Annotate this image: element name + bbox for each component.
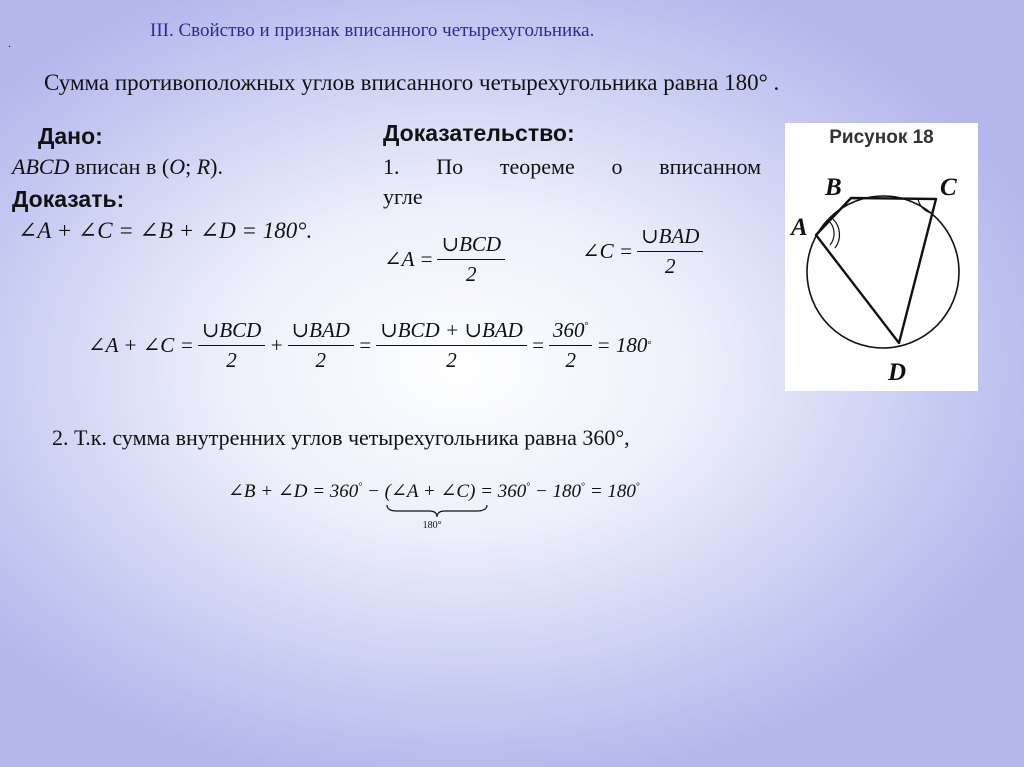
sum-plus: + (269, 333, 284, 357)
label-c: C (940, 174, 957, 201)
sum-eq-1: = (357, 333, 373, 357)
angle-a-formula (384, 232, 509, 287)
sum-fraction-3 (376, 318, 527, 373)
sum-result-deg: ° (647, 340, 652, 351)
sum-f4-num: 360 (552, 318, 585, 342)
sum-f4-den: 2 (565, 348, 576, 372)
angle-c-num: ∪BAD (637, 224, 703, 252)
sum-lhs: ∠A + ∠C = (88, 333, 194, 357)
sum-f1-den: 2 (226, 348, 237, 372)
angle-a-arc-1 (829, 221, 834, 245)
f2-rest-1: = 360 (475, 481, 527, 502)
label-d: D (888, 359, 907, 386)
sum-fraction-1 (198, 318, 266, 373)
given-sep: ; (185, 154, 197, 179)
prove-heading: Доказать: (12, 186, 125, 212)
f2-brace-label: 180° (422, 520, 442, 531)
label-b: B (825, 174, 842, 201)
sum-f3-num: ∪BCD + ∪BAD (376, 318, 527, 346)
sum-f4-deg: ° (584, 321, 589, 332)
given-r: R (196, 154, 211, 179)
proof-step1-line1: 1. По теореме о вписанном (383, 154, 761, 179)
sum-fraction-2 (288, 318, 354, 373)
sum-formula (88, 318, 651, 373)
sum-fraction-4 (549, 318, 593, 373)
f2-paren: (∠A + ∠C) (384, 481, 476, 502)
angle-a-den: 2 (466, 262, 477, 286)
sum-f3-den: 2 (446, 348, 457, 372)
angle-a-fraction (437, 232, 505, 287)
given-desc: вписан в ( (69, 154, 170, 179)
given-end: ). (210, 154, 223, 179)
sum-eq-2: = (530, 333, 545, 357)
stray-dot: . (8, 36, 11, 50)
prove-formula: ∠A + ∠C = ∠B + ∠D = 180°. (18, 218, 313, 243)
sum-f4-num-wrap (549, 318, 593, 346)
theorem-statement: Сумма противоположных углов вписанного четырехугольника равна 180° . (44, 70, 780, 95)
sum-f2-den: 2 (315, 348, 326, 372)
sum-result: = 180 (596, 333, 648, 357)
angle-a-lhs: ∠A = (384, 247, 434, 271)
angle-a-num: ∪BCD (437, 232, 505, 260)
angle-c-lhs: ∠C = (582, 239, 634, 263)
given-text (12, 154, 223, 180)
proof-step1-line2: угле (383, 184, 423, 209)
f2-rest-3: = 180 (585, 481, 636, 502)
slide-title: III. Свойство и признак вписанного четырехугольника. (150, 20, 595, 41)
angle-c-fraction (637, 224, 703, 279)
f2-deg-4: ° (635, 481, 640, 493)
given-o: O (169, 154, 186, 179)
f2-lhs: ∠B + ∠D = 360 (228, 481, 359, 502)
sum-f2-num: ∪BAD (288, 318, 354, 346)
given-heading: Дано: (38, 123, 103, 149)
given-abcd: ABCD (12, 154, 70, 179)
f2-paren-group (384, 480, 476, 531)
figure-18 (785, 123, 978, 391)
inscribed-quadrilateral-diagram (785, 123, 978, 391)
proof-heading: Доказательство: (383, 120, 575, 146)
angle-c-formula (582, 224, 707, 279)
angle-c-den: 2 (664, 254, 676, 278)
bd-formula (228, 480, 640, 531)
label-a: A (791, 214, 808, 241)
sum-f1-num: ∪BCD (198, 318, 266, 346)
f2-rest-2: − 180 (530, 481, 582, 502)
proof-step2: 2. Т.к. сумма внутренних углов четырехугольника равна 360°, (52, 425, 630, 450)
figure-title: Рисунок 18 (829, 127, 934, 148)
f2-minus: − (362, 481, 385, 502)
f2-deg-1: ° (358, 481, 363, 493)
underbrace-icon (385, 504, 489, 518)
f2-deg-3: ° (581, 481, 586, 493)
f2-deg-2: ° (526, 481, 531, 493)
